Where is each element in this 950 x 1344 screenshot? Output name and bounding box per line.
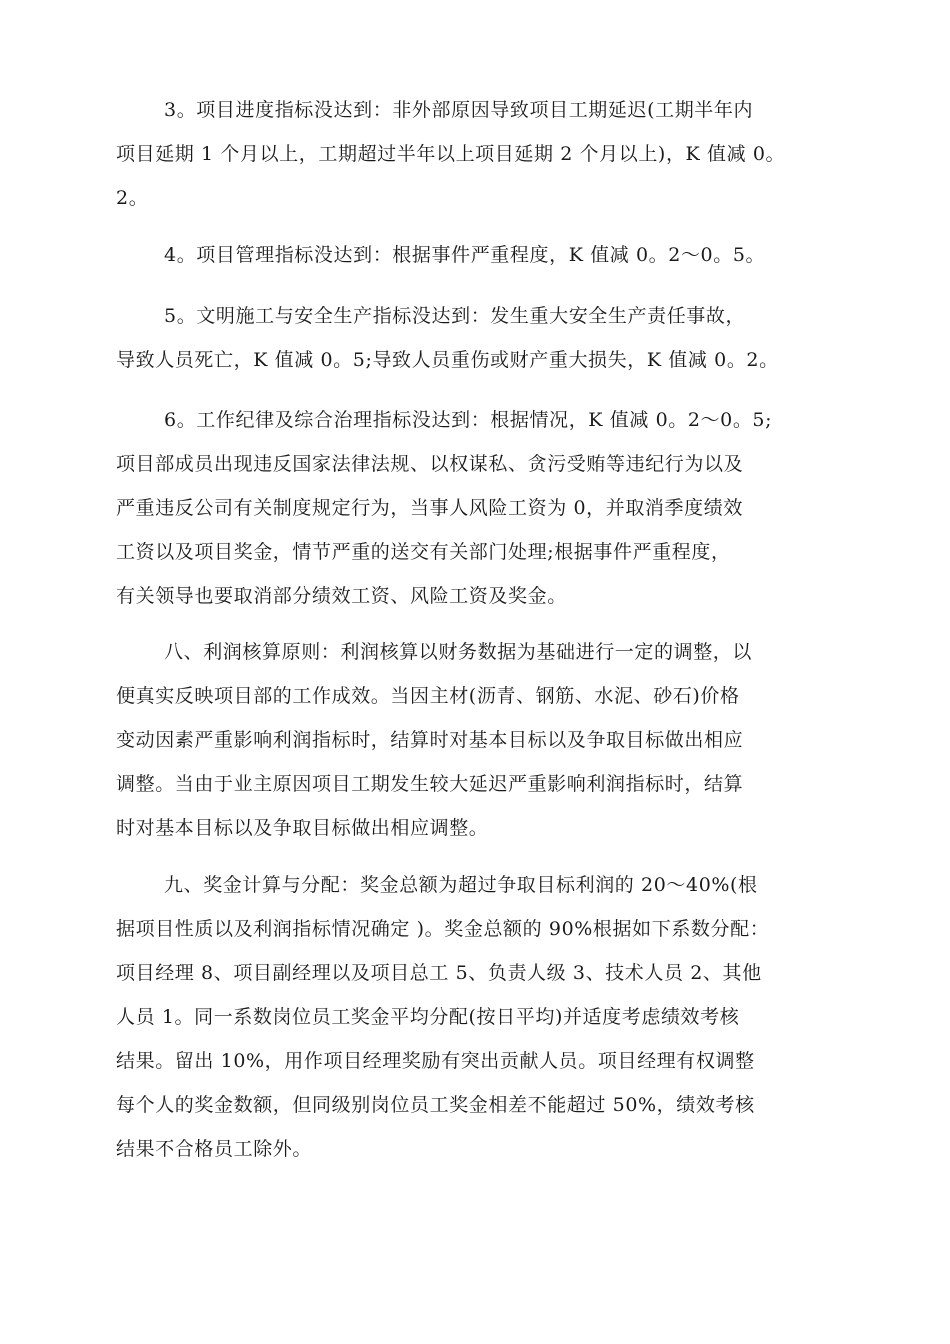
text-line: 便真实反映项目部的工作成效。当因主材(沥青、钢筋、水泥、砂石)价格: [116, 685, 740, 707]
text-line: 严重违反公司有关制度规定行为，当事人风险工资为 0，并取消季度绩效: [116, 497, 743, 519]
paragraph-item-5: [116, 294, 846, 382]
text-line: 有关领导也要取消部分绩效工资、风险工资及奖金。: [116, 585, 567, 607]
text-line: 6。工作纪律及综合治理指标没达到：根据情况，K 值减 0。2～0。5;: [164, 409, 773, 431]
paragraph-section-9: [116, 863, 846, 1171]
text-line: 八、利润核算原则：利润核算以财务数据为基础进行一定的调整，以: [164, 641, 753, 663]
text-line: 4。项目管理指标没达到：根据事件严重程度，K 值减 0。2～0。5。: [164, 244, 766, 266]
paragraph-item-6: [116, 398, 846, 618]
text-line: 项目经理 8、项目副经理以及项目总工 5、负责人级 3、技术人员 2、其他: [116, 962, 762, 984]
text-line: 据项目性质以及利润指标情况确定 )。奖金总额的 90%根据如下系数分配：: [116, 918, 770, 940]
text-line: 工资以及项目奖金，情节严重的送交有关部门处理;根据事件严重程度，: [116, 541, 731, 563]
paragraph-item-3: [116, 88, 846, 220]
paragraph-item-4: [116, 233, 846, 277]
text-line: 九、奖金计算与分配：奖金总额为超过争取目标利润的 20～40%(根: [164, 874, 758, 896]
text-line: 2。: [116, 187, 149, 209]
text-line: 3。项目进度指标没达到：非外部原因导致项目工期延迟(工期半年内: [164, 99, 754, 121]
text-line: 项目延期 1 个月以上，工期超过半年以上项目延期 2 个月以上)，K 值减 0。: [116, 143, 786, 165]
text-line: 结果不合格员工除外。: [116, 1138, 313, 1160]
text-line: 每个人的奖金数额，但同级别岗位员工奖金相差不能超过 50%，绩效考核: [116, 1094, 755, 1116]
text-line: 人员 1。同一系数岗位员工奖金平均分配(按日平均)并适度考虑绩效考核: [116, 1006, 740, 1028]
text-line: 调整。当由于业主原因项目工期发生较大延迟严重影响利润指标时，结算: [116, 773, 744, 795]
text-line: 时对基本目标以及争取目标做出相应调整。: [116, 817, 489, 839]
text-line: 结果。留出 10%，用作项目经理奖励有突出贡献人员。项目经理有权调整: [116, 1050, 755, 1072]
text-line: 导致人员死亡，K 值减 0。5;导致人员重伤或财产重大损失，K 值减 0。2。: [116, 349, 779, 371]
paragraph-section-8: [116, 630, 846, 850]
text-line: 项目部成员出现违反国家法律法规、以权谋私、贪污受贿等违纪行为以及: [116, 453, 744, 475]
text-line: 变动因素严重影响利润指标时，结算时对基本目标以及争取目标做出相应: [116, 729, 744, 751]
text-line: 5。文明施工与安全生产指标没达到：发生重大安全生产责任事故，: [164, 305, 746, 327]
